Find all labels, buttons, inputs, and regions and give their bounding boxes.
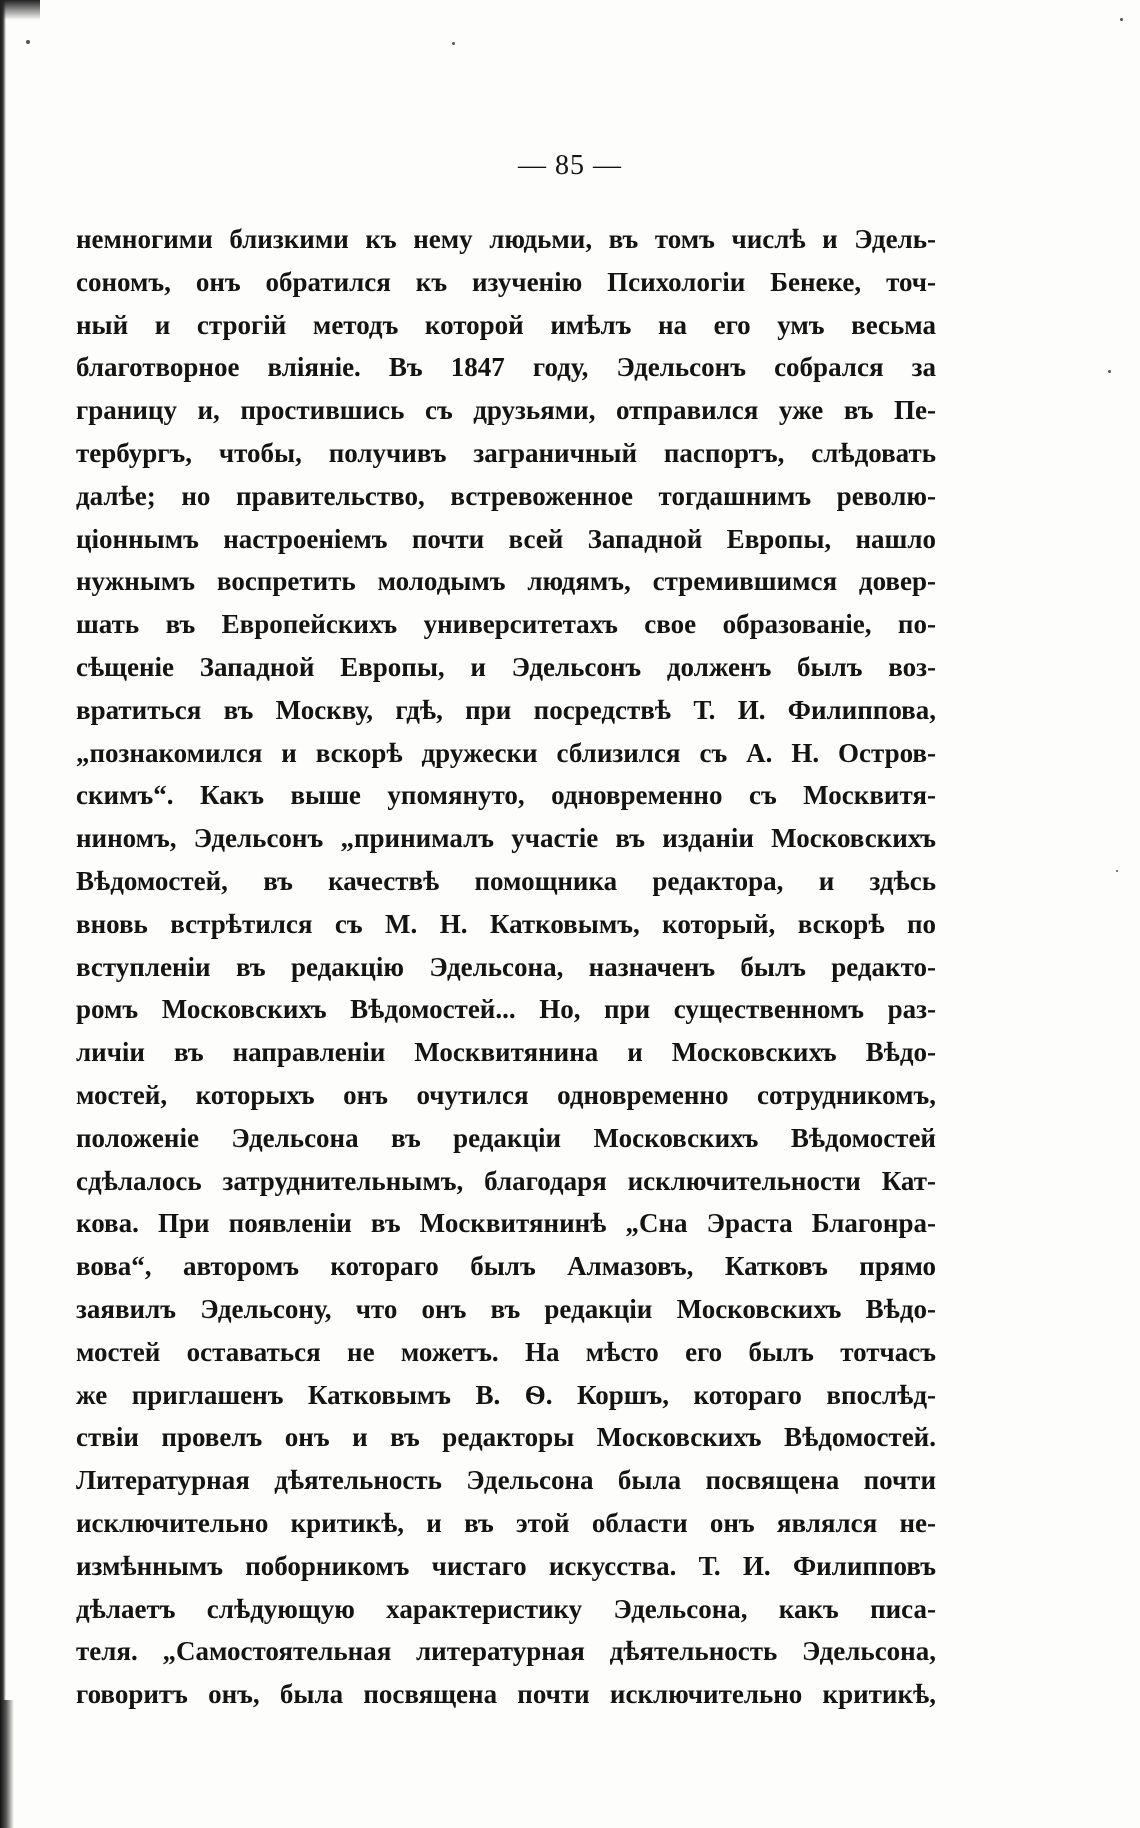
text-line: же приглашенъ Катковымъ В. Ѳ. Коршъ, котораго впослѣд- — [76, 1379, 936, 1410]
text-line: скимъ“. Какъ выше упомянуто, одновременно съ Москвитя- — [76, 780, 936, 811]
text-line: вова“, авторомъ котораго былъ Алмазовъ, Катковъ прямо — [76, 1251, 936, 1282]
text-line: заявилъ Эдельсону, что онъ въ редакціи Московскихъ Вѣдо- — [76, 1293, 936, 1324]
scan-speck — [26, 40, 30, 44]
text-line: далѣе; но правительство, встревоженное тогдашнимъ револю- — [76, 480, 936, 511]
text-line: Литературная дѣятельность Эдельсона была посвящена почти — [76, 1465, 936, 1496]
body-text — [76, 218, 936, 1716]
text-line: Вѣдомостей, въ качествѣ помощника редактора, и здѣсь — [76, 865, 936, 896]
text-line: тербургъ, чтобы, получивъ заграничный паспортъ, слѣдовать — [76, 437, 936, 468]
scan-speck — [452, 42, 455, 45]
text-line: положеніе Эдельсона въ редакціи Московскихъ Вѣдомостей — [76, 1122, 936, 1153]
text-line: шать въ Европейскихъ университетахъ свое образованіе, по- — [76, 609, 936, 640]
text-line: сономъ, онъ обратился къ изученію Психологіи Бенеке, точ- — [76, 266, 936, 297]
scan-speck — [1108, 370, 1111, 373]
text-line: ный и строгій методъ которой имѣлъ на его умъ весьма — [76, 309, 936, 340]
text-line: говоритъ онъ, была посвящена почти исключительно критикѣ, — [76, 1679, 936, 1710]
text-line: „познакомился и вскорѣ дружески сблизился съ А. Н. Остров- — [76, 737, 936, 768]
text-line: исключительно критикѣ, и въ этой области онъ являлся не- — [76, 1507, 936, 1538]
text-line: немногими близкими къ нему людьми, въ томъ числѣ и Эдель- — [76, 224, 936, 254]
text-line: вратиться въ Москву, гдѣ, при посредствѣ Т. И. Филиппова, — [76, 694, 936, 725]
text-line: сдѣлалось затруднительнымъ, благодаря исключительности Кат- — [76, 1165, 936, 1196]
scan-speck — [1116, 870, 1118, 872]
scan-corner-shadow — [0, 0, 40, 20]
text-line: нужнымъ воспретить молодымъ людямъ, стремившимся довер- — [76, 566, 936, 597]
scan-edge-shadow-bottom — [0, 1700, 14, 1828]
text-line: мостей, которыхъ онъ очутился одновременно сотрудникомъ, — [76, 1079, 936, 1110]
scan-edge-shadow — [0, 0, 6, 1828]
scan-speck — [1120, 18, 1123, 21]
text-line: ціоннымъ настроеніемъ почти всей Западной Европы, нашло — [76, 523, 936, 554]
text-line: измѣннымъ поборникомъ чистаго искусства. Т. И. Филипповъ — [76, 1550, 936, 1581]
text-line: кова. При появленіи въ Москвитянинѣ „Сна Эраста Благонра- — [76, 1208, 936, 1239]
text-line: вновь встрѣтился съ М. Н. Катковымъ, который, вскорѣ по — [76, 908, 936, 939]
text-line: границу и, простившись съ друзьями, отправился уже въ Пе- — [76, 395, 936, 426]
text-line: вступленіи въ редакцію Эдельсона, назначенъ былъ редакто- — [76, 951, 936, 982]
text-line: теля. „Самостоятельная литературная дѣятельность Эдельсона, — [76, 1636, 936, 1667]
text-line: личіи въ направленіи Москвитянина и Московскихъ Вѣдо- — [76, 1037, 936, 1068]
text-line: ствіи провелъ онъ и въ редакторы Московскихъ Вѣдомостей. — [76, 1422, 936, 1453]
text-line: ниномъ, Эдельсонъ „принималъ участіе въ изданіи Московскихъ — [76, 823, 936, 854]
page-number: — 85 — — [518, 150, 622, 181]
text-line: сѣщеніе Западной Европы, и Эдельсонъ долженъ былъ воз- — [76, 651, 936, 682]
text-line: мостей оставаться не можетъ. На мѣсто его былъ тотчасъ — [76, 1336, 936, 1367]
text-line: ромъ Московскихъ Вѣдомостей... Но, при существенномъ раз- — [76, 994, 936, 1025]
text-line: благотворное вліяніе. Въ 1847 году, Эдельсонъ собрался за — [76, 352, 936, 383]
text-line: дѣлаетъ слѣдующую характеристику Эдельсона, какъ писа- — [76, 1593, 936, 1624]
